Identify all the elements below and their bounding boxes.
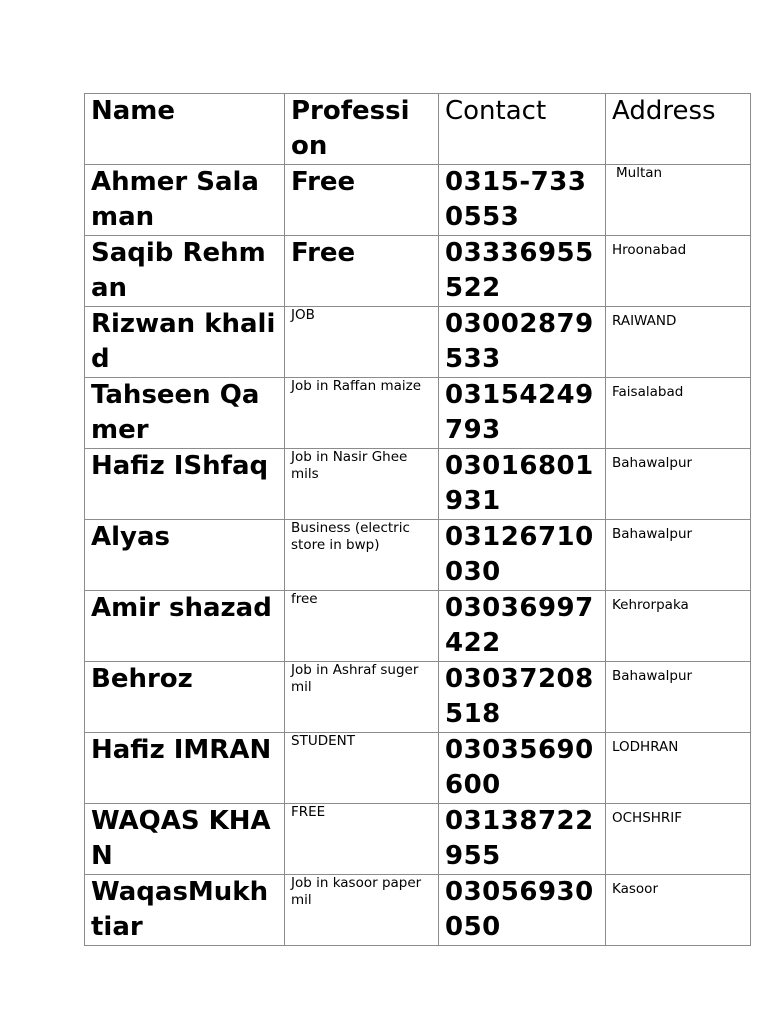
table-row [85, 804, 751, 875]
header-contact: Contact [439, 94, 606, 165]
address-text: Faisalabad [612, 384, 684, 400]
table-row [85, 378, 751, 449]
cell-name: WaqasMukhtiar [85, 875, 285, 946]
cell-profession: Job in kasoor paper mil [285, 875, 439, 946]
address-text: LODHRAN [612, 739, 679, 755]
header-profession: Professi on [285, 94, 439, 165]
address-text: Multan [616, 165, 663, 181]
header-address: Address [606, 94, 751, 165]
cell-contact: 03035690600 [439, 733, 606, 804]
cell-name: Amir shazad [85, 591, 285, 662]
table-row [85, 165, 751, 236]
cell-address [606, 378, 751, 449]
cell-profession: JOB [285, 307, 439, 378]
cell-name: WAQAS KHAN [85, 804, 285, 875]
cell-name: Behroz [85, 662, 285, 733]
cell-contact: 0315-7330553 [439, 165, 606, 236]
cell-contact: 03336955522 [439, 236, 606, 307]
cell-profession: Free [285, 236, 439, 307]
cell-name: Hafiz IMRAN [85, 733, 285, 804]
header-row [85, 94, 751, 165]
cell-name: Saqib Rehman [85, 236, 285, 307]
cell-address [606, 733, 751, 804]
cell-contact: 03002879533 [439, 307, 606, 378]
cell-address [606, 449, 751, 520]
table-row [85, 449, 751, 520]
table-row [85, 307, 751, 378]
cell-address [606, 662, 751, 733]
cell-contact: 03126710030 [439, 520, 606, 591]
cell-address [606, 875, 751, 946]
cell-address [606, 591, 751, 662]
cell-address [606, 236, 751, 307]
cell-profession: FREE [285, 804, 439, 875]
cell-contact: 03056930050 [439, 875, 606, 946]
cell-contact: 03154249793 [439, 378, 606, 449]
cell-name: Hafiz IShfaq [85, 449, 285, 520]
cell-profession: free [285, 591, 439, 662]
address-text: Kehrorpaka [612, 597, 689, 613]
table-row [85, 875, 751, 946]
cell-profession: Job in Raffan maize [285, 378, 439, 449]
cell-name: Ahmer Salaman [85, 165, 285, 236]
table-row [85, 733, 751, 804]
cell-contact: 03138722955 [439, 804, 606, 875]
cell-profession: Free [285, 165, 439, 236]
cell-profession: Job in Nasir Ghee mils [285, 449, 439, 520]
cell-name: Rizwan khalid [85, 307, 285, 378]
cell-address [606, 520, 751, 591]
cell-address [606, 804, 751, 875]
cell-profession: STUDENT [285, 733, 439, 804]
address-text: Kasoor [612, 881, 658, 897]
cell-contact: 03016801931 [439, 449, 606, 520]
header-name: Name [85, 94, 285, 165]
cell-name: Alyas [85, 520, 285, 591]
table-row [85, 236, 751, 307]
cell-contact: 03037208518 [439, 662, 606, 733]
table-body [85, 165, 751, 946]
address-text: RAIWAND [612, 313, 677, 329]
cell-name: Tahseen Qamer [85, 378, 285, 449]
cell-profession: Job in Ashraf suger mil [285, 662, 439, 733]
table-row [85, 662, 751, 733]
cell-address [606, 165, 751, 236]
cell-profession: Business (electric store in bwp) [285, 520, 439, 591]
address-text: Hroonabad [612, 242, 687, 258]
address-text: Bahawalpur [612, 668, 693, 684]
cell-address [606, 307, 751, 378]
cell-contact: 03036997422 [439, 591, 606, 662]
address-text: OCHSHRIF [612, 810, 683, 826]
table-row [85, 591, 751, 662]
table-row [85, 520, 751, 591]
address-text: Bahawalpur [612, 526, 693, 542]
address-text: Bahawalpur [612, 455, 693, 471]
contacts-table [84, 93, 751, 946]
